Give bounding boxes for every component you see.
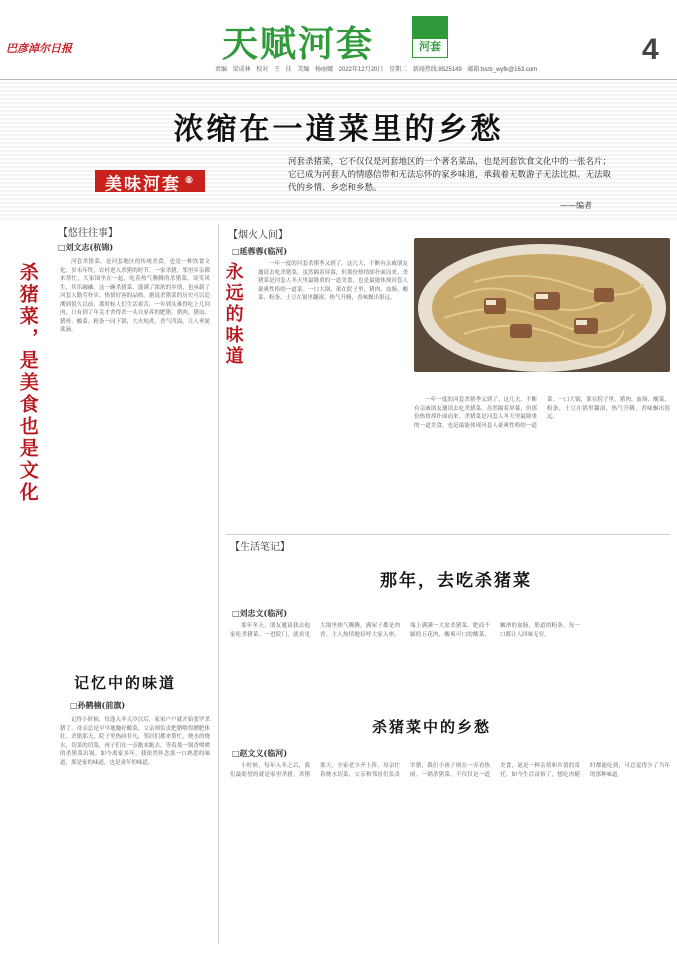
section-logo [412,16,448,58]
body-a3-continued-text: 一年一度的河套杀猪季又到了。这几天，不断有亲戚朋友邀请去吃杀猪菜，虽然隔着屏幕，但那份热情却扑面而来。杀猪菜是河套人冬天里最隆重的一道美食，也是最能体现河套人豪爽性格的一道菜。一口大锅，架在院子里，猪肉、血肠、酸菜、粉条、土豆在锅里翻滚，热气升腾，香味飘出很远。 [414,397,670,429]
sauerkraut-dish-photo [414,238,670,372]
column-divider [218,224,219,944]
masthead [0,0,677,80]
body-a3-text: 一年一度的河套杀猪季又到了。这几天，不断有亲戚朋友邀请去吃杀猪菜，虽然隔着屏幕，但那份热情却扑面而来。杀猪菜是河套人冬天里最隆重的一道美食，也是最能体现河套人豪爽性格的一道菜。一口大锅，架在院子里，猪肉、血肠、酸菜、粉条、土豆在锅里翻滚，热气升腾，香味飘出很远。 [258,261,408,301]
masthead-rule [0,79,677,80]
section-title: 天赋河套 [222,23,375,65]
feature-intro: 河套杀猪菜，它不仅仅是河套地区的一个著名菜品，也是河套饮食文化中的一张名片；它已成为河套人的情感信带和无法忘怀的家乡味道，承载着无数游子无法比拟、无法取代的乡情、乡恋和乡愁。 [288,157,612,193]
body-a1-text: 河套杀猪菜，是河套地区的传统美食，也是一种饮食文化。岁末年终，农村进入杀猪的时节，一家杀猪，邻里乡亲都来帮忙，大家围坐在一起，吃着热气腾腾的杀猪菜，谈笑风生，其乐融融。这一碗杀猪菜，盛满了浓浓的乡情，也承载了河套人勤劳朴实、热情好客的品格。据说杀猪菜的历史可以追溯到很久以前，那时候人们生活艰苦，一年到头难得吃上几回肉，只有到了年关才舍得杀一头自家养的肥猪。猪肉、猪血、猪骨、酸菜、粉条一同下锅，大火炖煮，香气四溢，让人垂涎欲滴。 [60,259,210,333]
paper-logo: 巴彦淖尔日报 [6,42,72,55]
title-a3: 永远的味道 [222,262,244,367]
body-a4 [230,622,670,722]
body-a3 [258,260,408,528]
logo-emblem-icon [413,17,447,39]
rubric-a4: 【生活笔记】 [230,542,290,553]
body-a2-text: 记得小时候，每逢入冬天冷以后，家家户户就开始张罗杀猪了。母亲总是早早地腌好酸菜，父亲则负责把猪喂得膘肥体壮。杀猪那天，院子里热闹非凡，邻居们都来帮忙，烧水的烧水，切菜的切菜，孩子们在一旁跑来跑去，等着那一锅香喷喷的杀猪菜出锅。如今离家多年，我依然怀念那一口熟悉的味道，那是家的味道，也是童年的味道。 [60,717,210,766]
author-a2: □孙鹤楠(前旗) [70,700,126,710]
author-a1: □刘文志(杭锦) [58,242,114,252]
title-a5: 杀猪菜中的乡愁 [372,718,492,736]
body-a5-text: 小时候，每年入冬之后，我们最盼望的就是家里杀猪。杀猪那天，全家老少齐上阵，母亲忙着烧水切菜，父亲和邻居们负责宰猪，我们小孩子则在一旁看热闹。一锅杀猪菜，不仅仅是一道美食，更是一种亲情和乡情的寄托。如今生活富裕了，想吃肉随时都能吃到，可总觉得少了当年的那种味道。 [230,763,670,778]
body-a2 [60,716,210,941]
body-a1 [60,258,210,608]
title-a2: 记忆中的味道 [74,674,177,692]
author-a4: □刘忠文(临河) [232,608,288,618]
rubric-a1: 【悠往往事】 [58,228,118,239]
page-number: 4 [642,33,659,66]
title-a4: 那年，去吃杀猪菜 [380,571,532,591]
title-a1: 杀猪菜，是美食也是文化 [16,262,39,504]
body-a5 [230,762,670,942]
column-number: ⑧ [185,176,196,186]
logo-text: 河套 [419,40,441,53]
author-a3: □延蓉蓉(临河) [232,246,288,256]
rubric-a3: 【烟火人间】 [228,230,288,241]
intro-sign: ——编者 [560,201,592,210]
section-divider [226,534,670,535]
feature-headline: 浓缩在一道菜里的乡愁 [173,112,504,147]
body-a4-text: 那年冬天，朋友邀请我去他家吃杀猪菜。一进院门，就看见大锅里热气腾腾，满屋子都是肉香。主人热情地招呼大家入座，端上满满一大盆杀猪菜，肥而不腻的五花肉，酸爽可口的酸菜，嫩滑的血肠，筋道的粉条，每一口都让人回味无穷。 [230,623,580,638]
author-a5: □赵文义(临河) [232,748,288,758]
masthead-meta: 责编 梁成林 校对 王 佳 美编 杨丽娜 2022年12月20日 星期二 新闻热线:8525149 邮箱:bsrb_wyfk@163.com [215,67,538,73]
column-logo [95,170,205,195]
body-a3-continued [414,396,670,528]
column-logo-text: 美味河套 [105,174,181,195]
